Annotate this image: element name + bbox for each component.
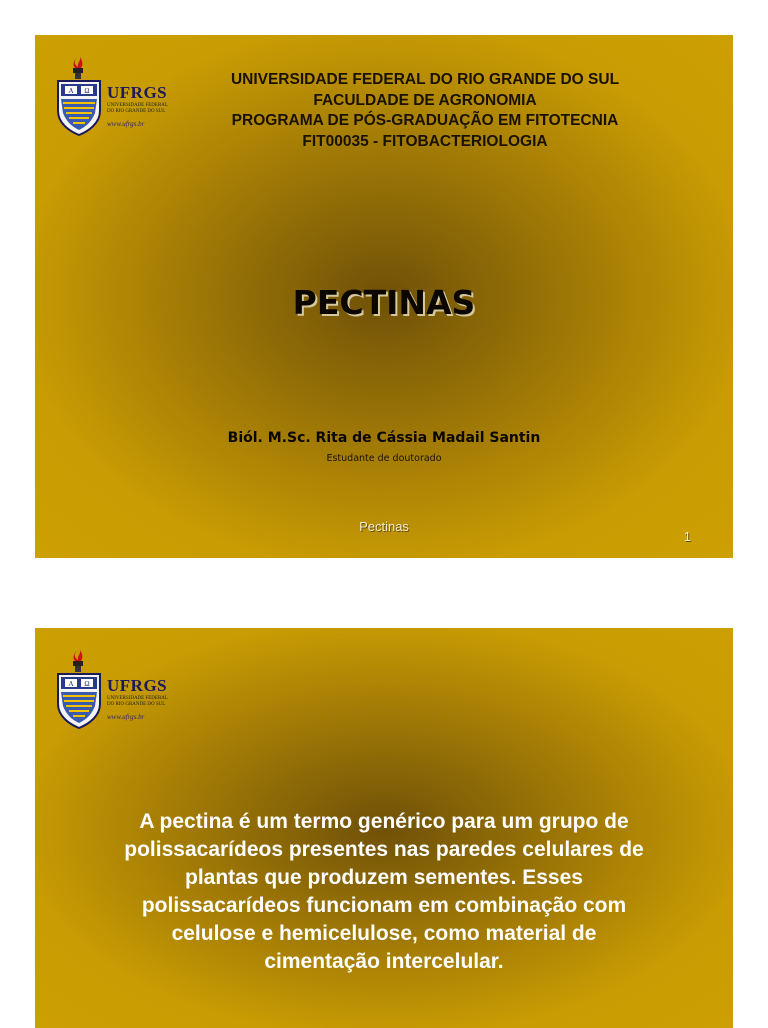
logo-brand-text: UFRGS: [107, 83, 168, 102]
logo-brand-text: UFRGS: [107, 676, 168, 695]
body-line: celulose e hemicelulose, como material de: [171, 922, 597, 945]
ufrgs-logo: [55, 646, 167, 730]
svg-text:Ω: Ω: [84, 680, 90, 688]
header-line-course: FIT00035 - FITOBACTERIOLOGIA: [302, 132, 548, 150]
slide-title: PECTINAS: [292, 283, 476, 322]
slide-1: [35, 35, 733, 558]
header-line-faculty: FACULDADE DE AGRONOMIA: [313, 91, 537, 109]
body-line: A pectina é um termo genérico para um grupo de: [139, 810, 629, 833]
body-line: plantas que produzem sementes. Esses: [185, 866, 583, 889]
body-line: polissacarídeos funcionam em combinação com: [141, 894, 627, 917]
slide-footer: Pectinas: [359, 519, 409, 534]
logo-url: www.ufrgs.br: [107, 713, 145, 721]
ufrgs-logo: [55, 53, 167, 137]
body-line: polissacarídeos presentes nas paredes celulares de: [124, 838, 644, 861]
logo-subtitle-line-2: DO RIO GRANDE DO SUL: [107, 702, 166, 707]
svg-text:Ω: Ω: [84, 87, 90, 95]
svg-text:A: A: [68, 87, 74, 95]
institution-header: [165, 70, 685, 152]
header-line-university: UNIVERSIDADE FEDERAL DO RIO GRANDE DO SUL: [230, 71, 620, 88]
body-line: cimentação intercelular.: [264, 950, 504, 973]
header-line-program: PROGRAMA DE PÓS-GRADUAÇÃO EM FITOTECNIA: [231, 112, 619, 129]
author-name: Biól. M.Sc. Rita de Cássia Madail Santin: [227, 430, 541, 446]
ufrgs-crest-icon: [55, 53, 105, 137]
page-number: 1: [683, 529, 691, 544]
slide-2: [35, 628, 733, 1028]
author-role: Estudante de doutorado: [326, 453, 442, 464]
slide-body-text: [95, 808, 673, 976]
logo-subtitle-line-1: UNIVERSIDADE FEDERAL: [107, 696, 168, 701]
logo-subtitle-line-2: DO RIO GRANDE DO SUL: [107, 109, 166, 114]
ufrgs-crest-icon: [55, 646, 105, 730]
svg-text:A: A: [68, 680, 74, 688]
logo-url: www.ufrgs.br: [107, 120, 145, 128]
logo-subtitle-line-1: UNIVERSIDADE FEDERAL: [107, 103, 168, 108]
